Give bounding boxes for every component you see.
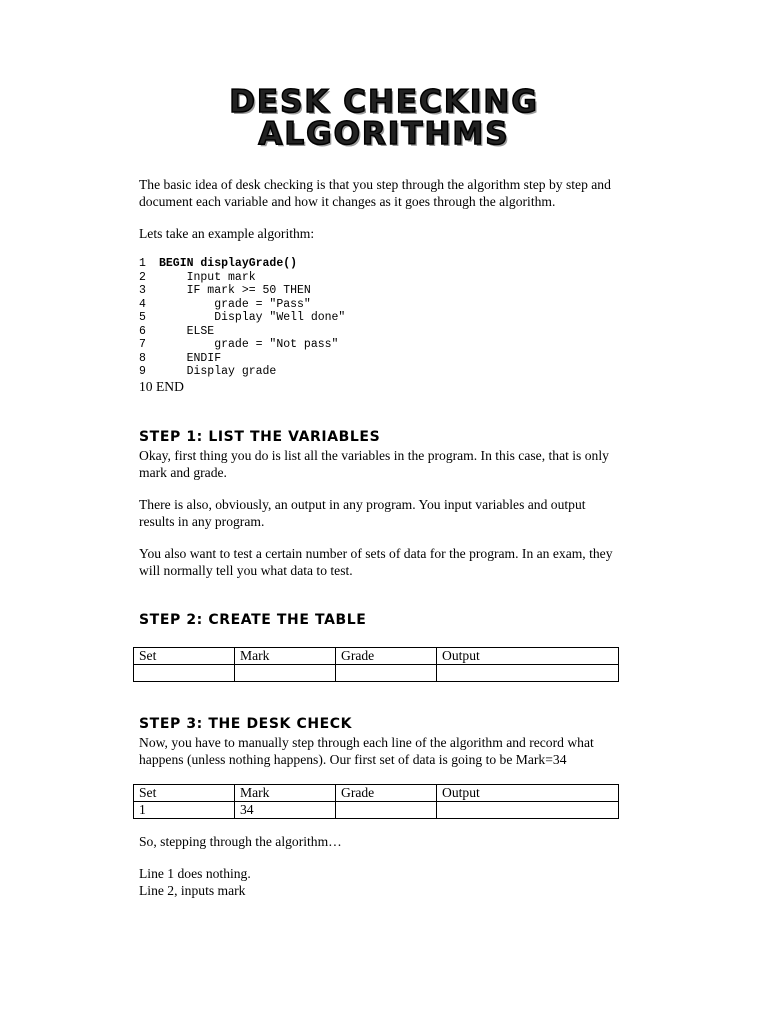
step-3-paragraph-2: So, stepping through the algorithm…	[139, 834, 342, 849]
table-header-cell: Grade	[336, 785, 437, 802]
code-line	[139, 311, 345, 325]
code-line	[139, 257, 345, 271]
table-cell	[336, 802, 437, 819]
table-header-cell: Set	[134, 785, 235, 802]
table-row	[134, 665, 619, 682]
code-line-number: 7	[139, 338, 146, 351]
document-title-line-2: ALGORITHMS	[258, 116, 510, 152]
table-cell	[134, 665, 235, 682]
code-line	[139, 325, 345, 339]
step-3-heading: STEP 3: THE DESK CHECK	[139, 716, 353, 732]
code-line-text: IF mark >= 50 THEN	[159, 284, 311, 297]
code-line-number: 4	[139, 297, 146, 311]
table-header-row	[134, 648, 619, 665]
code-line-text: ENDIF	[159, 351, 222, 365]
code-line-text: grade = "Pass"	[159, 297, 311, 311]
desk-check-table	[133, 784, 619, 819]
code-line-text: BEGIN displayGrade()	[159, 257, 298, 270]
code-line-text: Input mark	[159, 270, 256, 284]
table-header-cell: Mark	[235, 648, 336, 665]
code-line-number: 8	[139, 351, 146, 365]
table-header-row	[134, 785, 619, 802]
table-header-cell: Output	[437, 648, 619, 665]
table-cell	[437, 665, 619, 682]
table-row	[134, 802, 619, 819]
code-line-number: 5	[139, 311, 146, 324]
intro-example-paragraph: Lets take an example algorithm:	[139, 226, 315, 241]
empty-desk-check-table	[133, 647, 619, 682]
table-header-cell: Output	[437, 785, 619, 802]
code-line-number: 3	[139, 284, 146, 297]
table-cell	[336, 665, 437, 682]
code-line-number: 1	[139, 257, 146, 270]
step-1-paragraph-1: Okay, first thing you do is list all the variables in the program. In this case, that is only mark and grade.	[139, 448, 609, 480]
code-line-text: ELSE	[159, 324, 215, 338]
step-3-paragraph-1: Now, you have to manually step through each line of the algorithm and record what happens (unless nothing happens). Our first set of data is going to be Mark=34	[139, 735, 594, 767]
code-line	[139, 352, 345, 366]
code-line	[139, 284, 345, 298]
code-line	[139, 338, 345, 352]
table-header-cell: Mark	[235, 785, 336, 802]
code-line-text: grade = "Not pass"	[159, 338, 339, 351]
code-line-text: Display "Well done"	[159, 311, 346, 324]
table-header-cell: Set	[134, 648, 235, 665]
step-2-heading: STEP 2: CREATE THE TABLE	[139, 612, 367, 628]
code-line-number: 6	[139, 324, 146, 338]
table-cell: 34	[235, 802, 336, 819]
intro-paragraph: The basic idea of desk checking is that you step through the algorithm step by step and document each variable and how it changes as it goes through the algorithm.	[139, 177, 611, 209]
document-title-line-1: DESK CHECKING	[229, 84, 539, 120]
code-end-line: 10 END	[139, 378, 184, 394]
table-header-cell: Grade	[336, 648, 437, 665]
step-1-paragraph-2: There is also, obviously, an output in any program. You input variables and output results in any program.	[139, 497, 586, 529]
step-3-line-1-note: Line 1 does nothing.	[139, 866, 251, 881]
step-1-heading: STEP 1: LIST THE VARIABLES	[139, 429, 381, 445]
table-cell	[235, 665, 336, 682]
code-line	[139, 271, 345, 285]
code-line	[139, 365, 345, 379]
step-3-line-2-note: Line 2, inputs mark	[139, 883, 246, 898]
table-cell: 1	[134, 802, 235, 819]
code-line-number: 9	[139, 365, 146, 378]
step-1-paragraph-3: You also want to test a certain number of sets of data for the program. In an exam, they will normally tell you what data to test.	[139, 546, 613, 578]
code-line-text: Display grade	[159, 365, 277, 378]
code-line-number: 2	[139, 270, 146, 284]
code-line	[139, 298, 345, 312]
table-cell	[437, 802, 619, 819]
algorithm-code-block	[139, 257, 345, 395]
